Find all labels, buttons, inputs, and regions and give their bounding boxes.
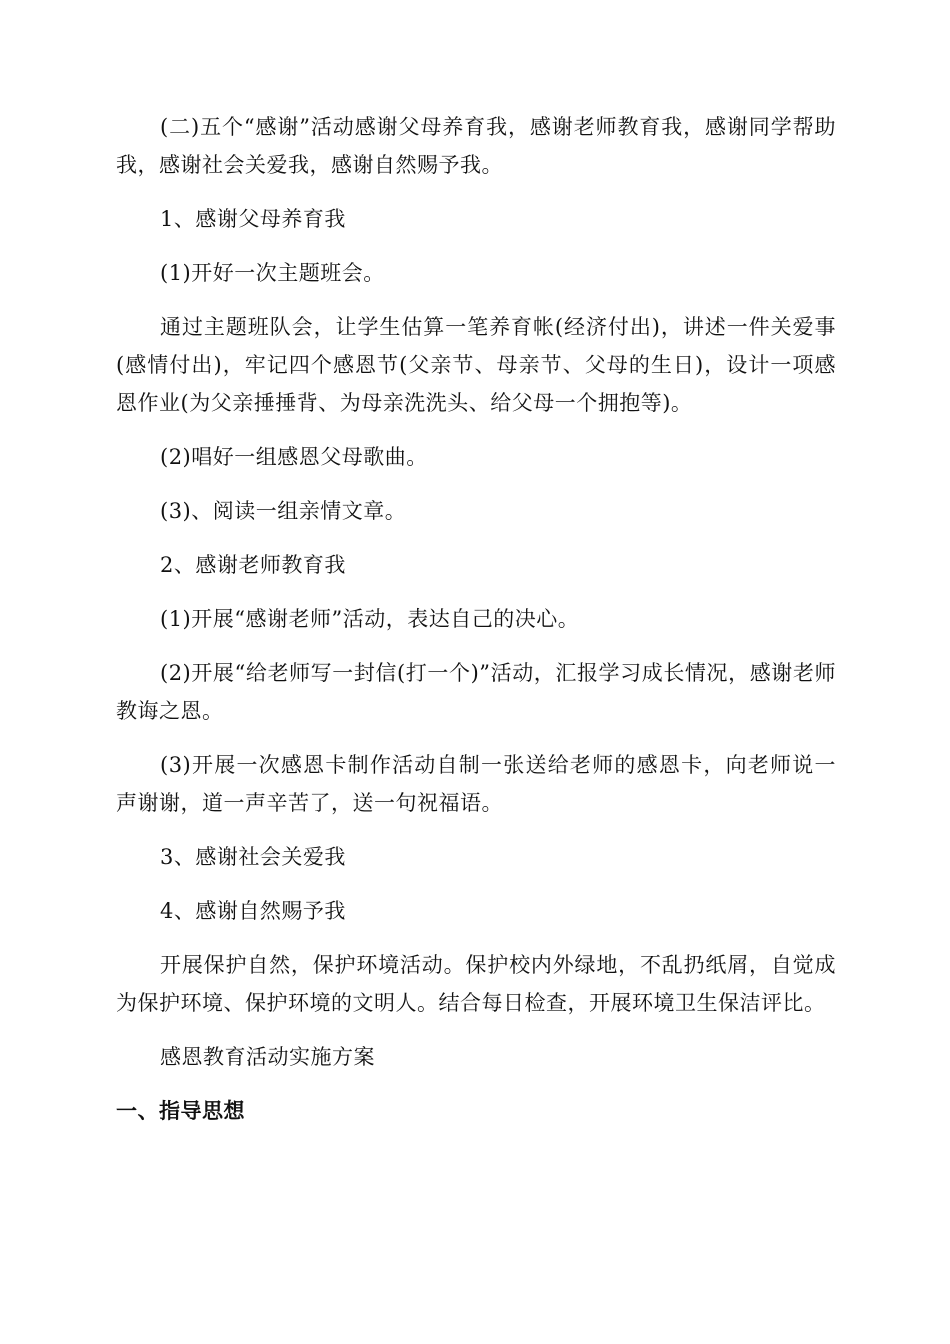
paragraph-protect-environment: 开展保护自然，保护环境活动。保护校内外绿地，不乱扔纸屑，自觉成为保护环境、保护环境的文明人。结合每日检查，开展环境卫生保洁评比。 [116,953,836,1015]
paragraph-thank-teacher-activity: (1)开展“感谢老师”活动，表达自己的决心。 [160,607,580,631]
section-heading-guiding-ideology: 一、指导思想 [116,1099,245,1123]
paragraph-thank-parents-title: 1、感谢父母养育我 [160,207,346,231]
paragraph-sing-songs: (2)唱好一组感恩父母歌曲。 [160,445,428,469]
paragraph-read-articles: (3)、阅读一组亲情文章。 [160,499,407,523]
paragraph-thank-teachers-title: 2、感谢老师教育我 [160,553,346,577]
paragraph-five-thanks-intro: (二)五个“感谢”活动感谢父母养育我，感谢老师教育我，感谢同学帮助我，感谢社会关爱我，感谢自然赐予我。 [116,115,836,177]
paragraph-thank-nature-title: 4、感谢自然赐予我 [160,899,346,923]
paragraph-class-meeting: (1)开好一次主题班会。 [160,261,385,285]
paragraph-class-meeting-detail: 通过主题班队会，让学生估算一笔养育帐(经济付出)，讲述一件关爱事(感情付出)，牢记四个感恩节(父亲节、母亲节、父母的生日)，设计一项感恩作业(为父亲捶捶背、为母亲洗洗头、给父母一个拥抱等)。 [116,315,836,415]
paragraph-thank-society-title: 3、感谢社会关爱我 [160,845,346,869]
paragraph-write-letter: (2)开展“给老师写一封信(打一个)”活动，汇报学习成长情况，感谢老师教诲之恩。 [116,661,836,723]
paragraph-plan-title: 感恩教育活动实施方案 [160,1045,375,1069]
document-page [116,108,836,1146]
paragraph-thank-card: (3)开展一次感恩卡制作活动自制一张送给老师的感恩卡，向老师说一声谢谢，道一声辛苦了，送一句祝福语。 [116,753,836,815]
